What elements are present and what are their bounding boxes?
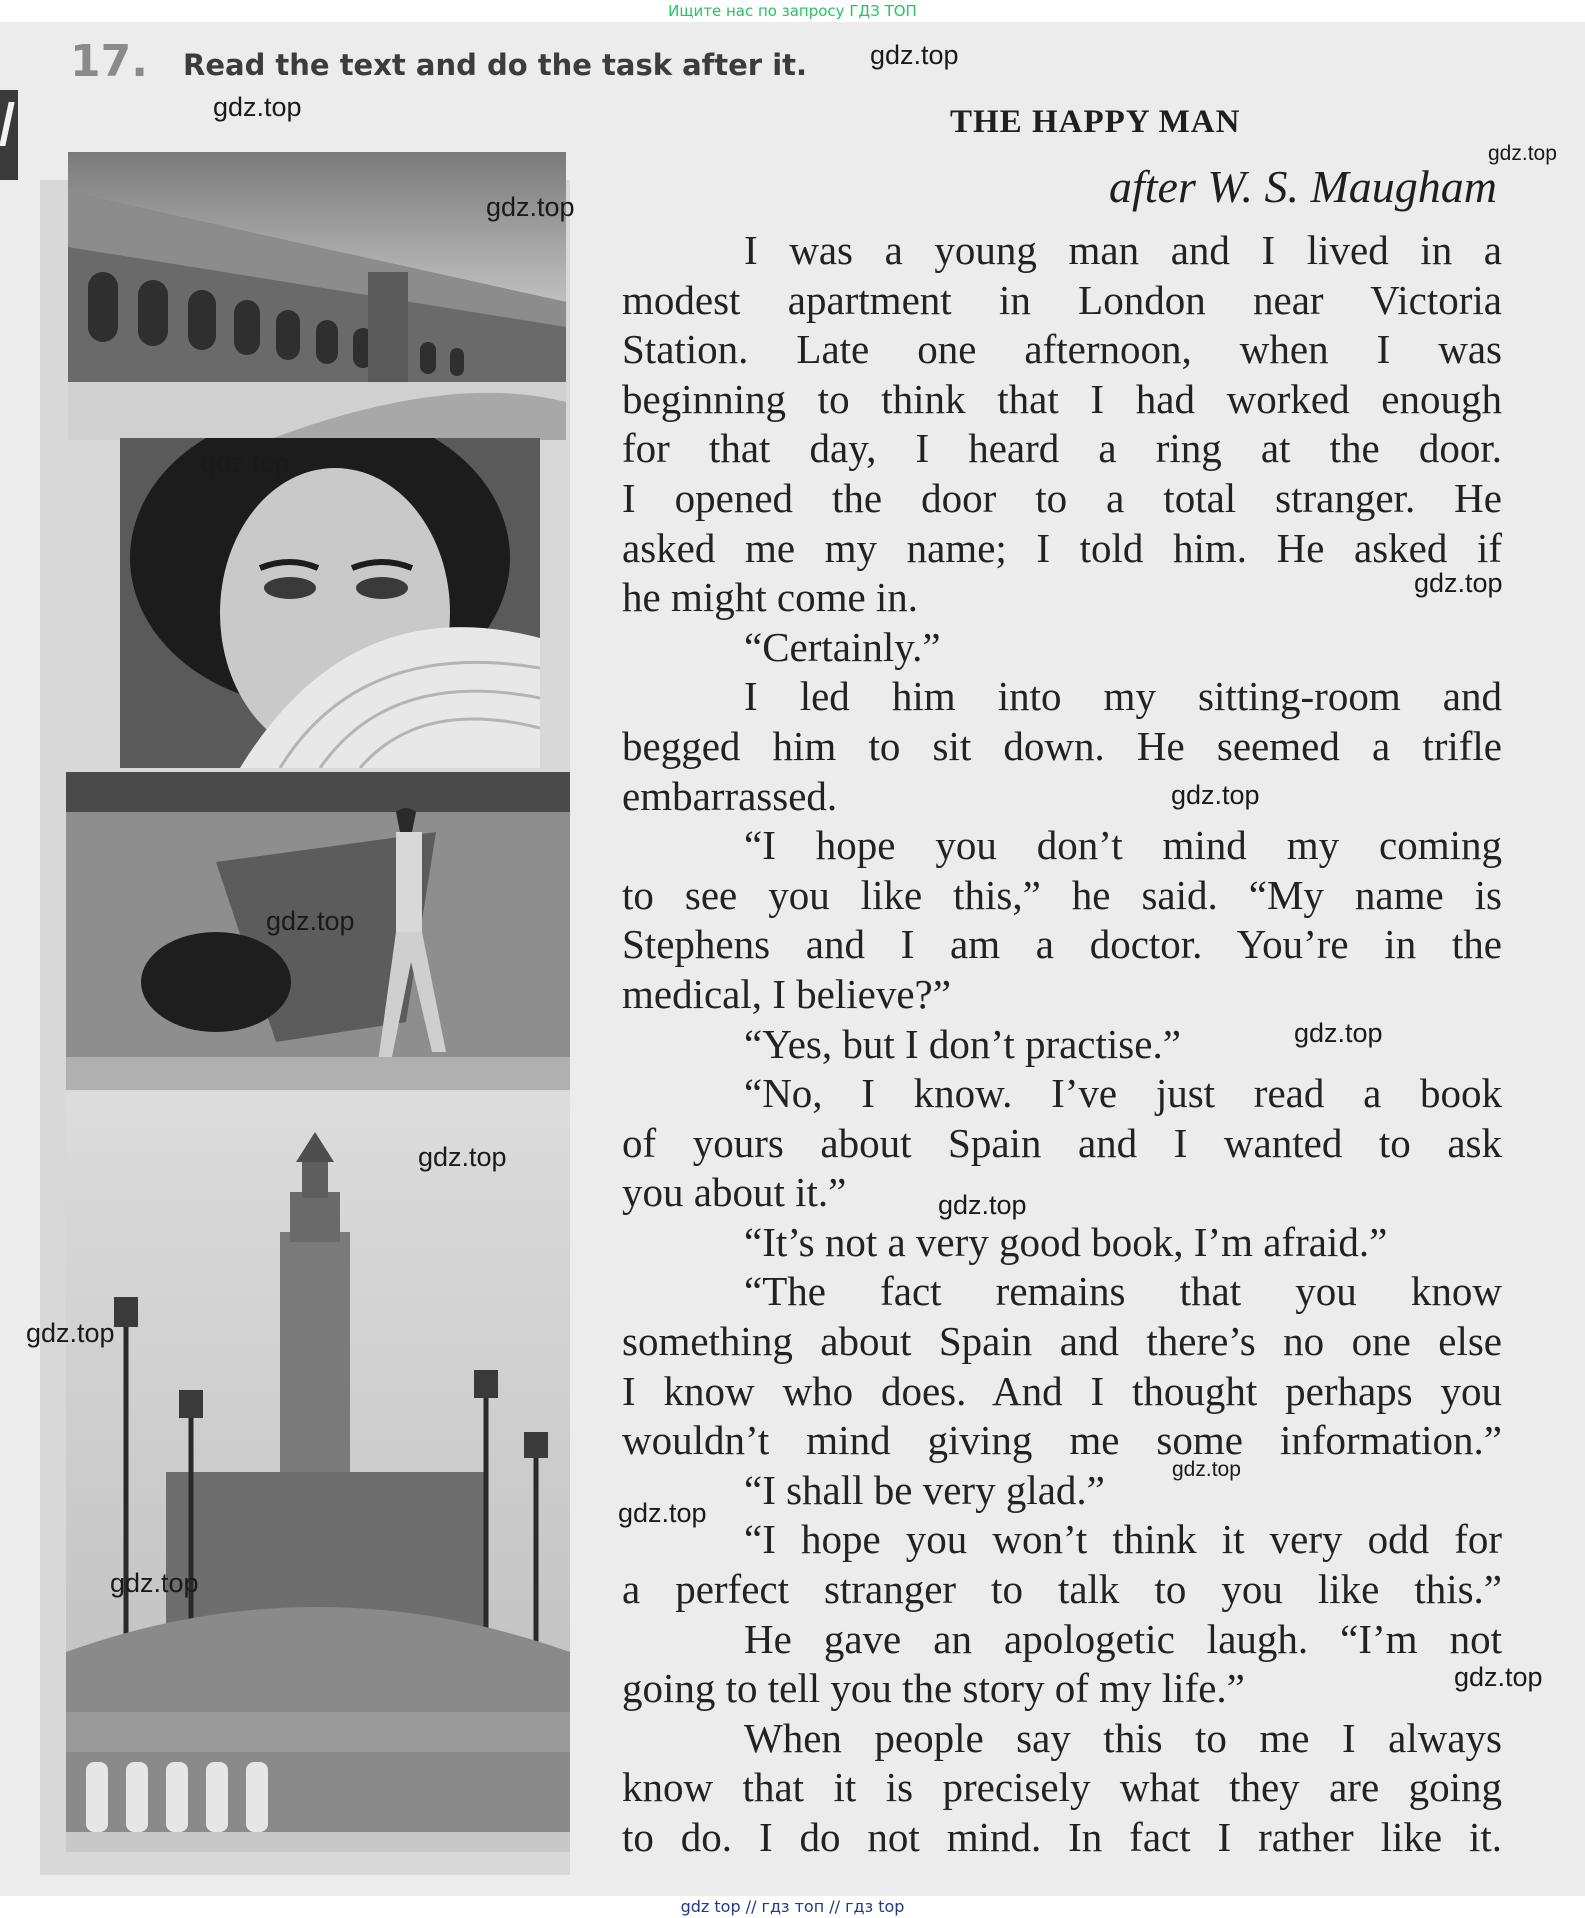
watermark: gdz.top	[870, 40, 959, 70]
story-line: asked me my name; I told him. He asked if	[622, 524, 1502, 571]
story-line: to see you like this,” he said. “My name is	[622, 871, 1502, 918]
bottom-banner[interactable]: gdz top // гдз топ // гдз top	[0, 1896, 1585, 1918]
story-line: medical, I believe?”	[622, 970, 951, 1017]
story-line: for that day, I heard a ring at the door.	[622, 425, 1502, 472]
story-title: THE HAPPY MAN	[950, 104, 1241, 140]
exercise-instruction: Read the text and do the task after it.	[183, 48, 808, 82]
watermark: gdz.top	[201, 448, 290, 478]
story-line: know that it is precisely what they are going	[622, 1764, 1502, 1811]
story-line: a perfect stranger to talk to you like this.”	[622, 1566, 1502, 1613]
watermark: gdz.top	[266, 906, 355, 936]
top-banner[interactable]: Ищите нас по запросу ГДЗ ТОП	[0, 0, 1585, 22]
story-line: you about it.”	[622, 1169, 847, 1216]
watermark: gdz.top	[1454, 1662, 1543, 1692]
story-line: “Yes, but I don’t practise.”	[744, 1020, 1181, 1067]
story-line: “I hope you won’t think it very odd for	[744, 1516, 1502, 1563]
story-line: I was a young man and I lived in a	[744, 227, 1502, 273]
story-line: to do. I do not mind. In fact I rather like it.	[622, 1814, 1502, 1860]
story-line: something about Spain and there’s no one else	[622, 1318, 1502, 1365]
story-line: When people say this to me I always	[744, 1714, 1502, 1761]
story-line: “I shall be very glad.”	[744, 1466, 1105, 1513]
watermark: gdz.top	[1171, 780, 1260, 810]
story-line: He gave an apologetic laugh. “I’m not	[744, 1615, 1502, 1662]
story-line: “The fact remains that you know	[744, 1268, 1502, 1315]
story-line: “No, I know. I’ve just read a book	[744, 1070, 1502, 1117]
story-line: modest apartment in London near Victoria	[622, 276, 1502, 323]
story-line: I opened the door to a total stranger. He	[622, 474, 1502, 521]
story-line: “I hope you don’t mind my coming	[744, 822, 1502, 869]
watermark: gdz.top	[618, 1498, 707, 1528]
story-line: he might come in.	[622, 574, 919, 621]
watermark: gdz.top	[1294, 1018, 1383, 1048]
watermark: gdz.top	[213, 92, 302, 122]
watermark: gdz.top	[486, 192, 575, 222]
watermark: gdz.top	[110, 1568, 199, 1598]
story-line: Stephens and I am a doctor. You’re in the	[622, 921, 1502, 968]
watermark: gdz.top	[938, 1190, 1027, 1220]
story-line: Station. Late one afternoon, when I was	[622, 326, 1502, 373]
watermark: gdz.top	[418, 1142, 507, 1172]
exercise-number: 17.	[70, 36, 148, 87]
story-author: after W. S. Maugham	[1108, 161, 1497, 212]
photo-collage	[40, 180, 570, 1875]
story-line: “It’s not a very good book, I’m afraid.”	[744, 1218, 1388, 1265]
watermark: gdz.top	[1414, 568, 1503, 598]
story-line: I know who does. And I thought perhaps you	[622, 1367, 1502, 1414]
watermark: gdz.top	[26, 1318, 115, 1348]
chapter-tab-marker	[0, 90, 18, 180]
woman-with-fan-image	[120, 438, 540, 768]
story-line: begged him to sit down. He seemed a trifle	[622, 722, 1502, 769]
woman-with-fan-photo	[120, 438, 540, 768]
tower-and-lamps-image	[66, 1092, 570, 1852]
story-line: I led him into my sitting-room and	[744, 673, 1502, 720]
story-line: of yours about Spain and I wanted to ask	[622, 1119, 1502, 1166]
tower-and-lamps-photo	[66, 1092, 570, 1852]
story-line: wouldn’t mind giving me some information.”	[622, 1417, 1502, 1464]
story-line: embarrassed.	[622, 772, 838, 819]
story-line: beginning to think that I had worked enough	[622, 375, 1502, 422]
story-line: going to tell you the story of my life.”	[622, 1665, 1245, 1712]
watermark: gdz.top	[1488, 142, 1557, 165]
story-line: “Certainly.”	[744, 623, 941, 670]
watermark: gdz.top	[1172, 1458, 1241, 1481]
